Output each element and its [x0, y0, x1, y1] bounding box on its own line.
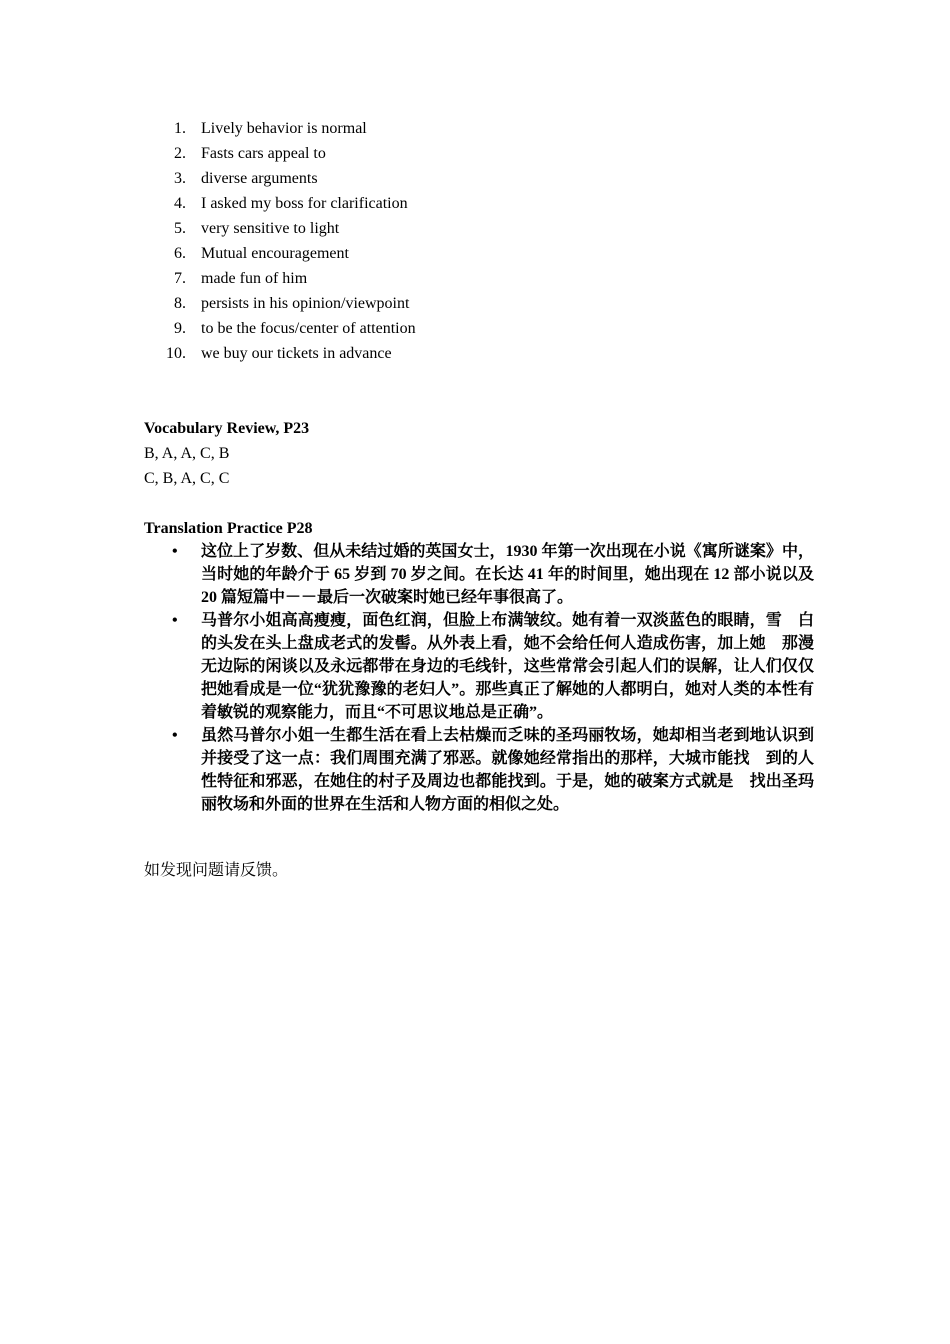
vocabulary-title: Vocabulary Review, P23: [144, 420, 310, 437]
answer-text: I asked my boss for clarification: [201, 195, 408, 212]
translation-text: 虽然马普尔小姐一生都生活在看上去枯燥而乏味的圣玛丽牧场，她却相当老到地认识到并接受了这一点：我们周围充满了邪恶。就像她经常指出的那样，大城市能找 到的人性特征和邪恶，在她住的村子及周边也都能找到。于是，她的破案方式就是 找出圣玛丽牧场和外面的世界在生活和人物方面的相似之处。: [201, 727, 814, 813]
answer-text: very sensitive to light: [201, 220, 340, 237]
answer-number: 9.: [174, 320, 186, 337]
answer-number: 10.: [166, 345, 186, 362]
answer-text: Lively behavior is normal: [201, 120, 367, 137]
translation-item: [144, 724, 814, 816]
answer-number: 3.: [174, 170, 186, 187]
translation-item: [144, 609, 814, 724]
answer-number: 1.: [174, 120, 186, 137]
bullet-icon: •: [172, 727, 178, 744]
answer-text: to be the focus/center of attention: [201, 320, 416, 337]
vocabulary-answers-line-2: C, B, A, C, C: [144, 470, 230, 487]
translation-text: 这位上了岁数、但从未结过婚的英国女士，1930 年第一次出现在小说《寓所谜案》中，当时她的年龄介于 65 岁到 70 岁之间。在长达 41 年的时间里，她出现在 12 部小说以及 20 篇短篇中－－最后一次破案时她已经年事很高了。: [201, 543, 814, 606]
answer-number: 7.: [174, 270, 186, 287]
answer-number: 4.: [174, 195, 186, 212]
answer-item: [144, 191, 744, 216]
answer-number: 5.: [174, 220, 186, 237]
answer-item: [144, 316, 744, 341]
answer-number: 8.: [174, 295, 186, 312]
translation-title: Translation Practice P28: [144, 520, 313, 537]
bullet-icon: •: [172, 543, 178, 560]
answer-item: [144, 166, 744, 191]
answer-text: Mutual encouragement: [201, 245, 349, 262]
answer-text: Fasts cars appeal to: [201, 145, 326, 162]
translation-list: [144, 540, 814, 816]
answer-item: [144, 216, 744, 241]
answer-item: [144, 341, 744, 366]
answer-text: we buy our tickets in advance: [201, 345, 392, 362]
bullet-icon: •: [172, 612, 178, 629]
answer-item: [144, 116, 744, 141]
answer-item: [144, 266, 744, 291]
translation-text: 马普尔小姐高高瘦瘦，面色红润，但脸上布满皱纹。她有着一双淡蓝色的眼睛，雪 白的头发在头上盘成老式的发髻。从外表上看，她不会给任何人造成伤害，加上她 那漫无边际的闲谈以及永远都带在身边的毛线针，这些常常会引起人们的误解，让人们仅仅把她看成是一位“犹犹豫豫的老妇人”。那些真正了解她的人都明白，她对人类的本性有着敏锐的观察能力，而且“不可思议地总是正确”。: [201, 612, 814, 721]
answer-number: 6.: [174, 245, 186, 262]
answer-text: persists in his opinion/viewpoint: [201, 295, 410, 312]
answer-number: 2.: [174, 145, 186, 162]
answer-item: [144, 241, 744, 266]
answers-list: [144, 116, 744, 366]
translation-item: [144, 540, 814, 609]
vocabulary-answers-line-1: B, A, A, C, B: [144, 445, 230, 462]
feedback-note: 如发现问题请反馈。: [144, 862, 289, 879]
answer-text: made fun of him: [201, 270, 308, 287]
answer-text: diverse arguments: [201, 170, 318, 187]
answer-item: [144, 141, 744, 166]
answer-item: [144, 291, 744, 316]
